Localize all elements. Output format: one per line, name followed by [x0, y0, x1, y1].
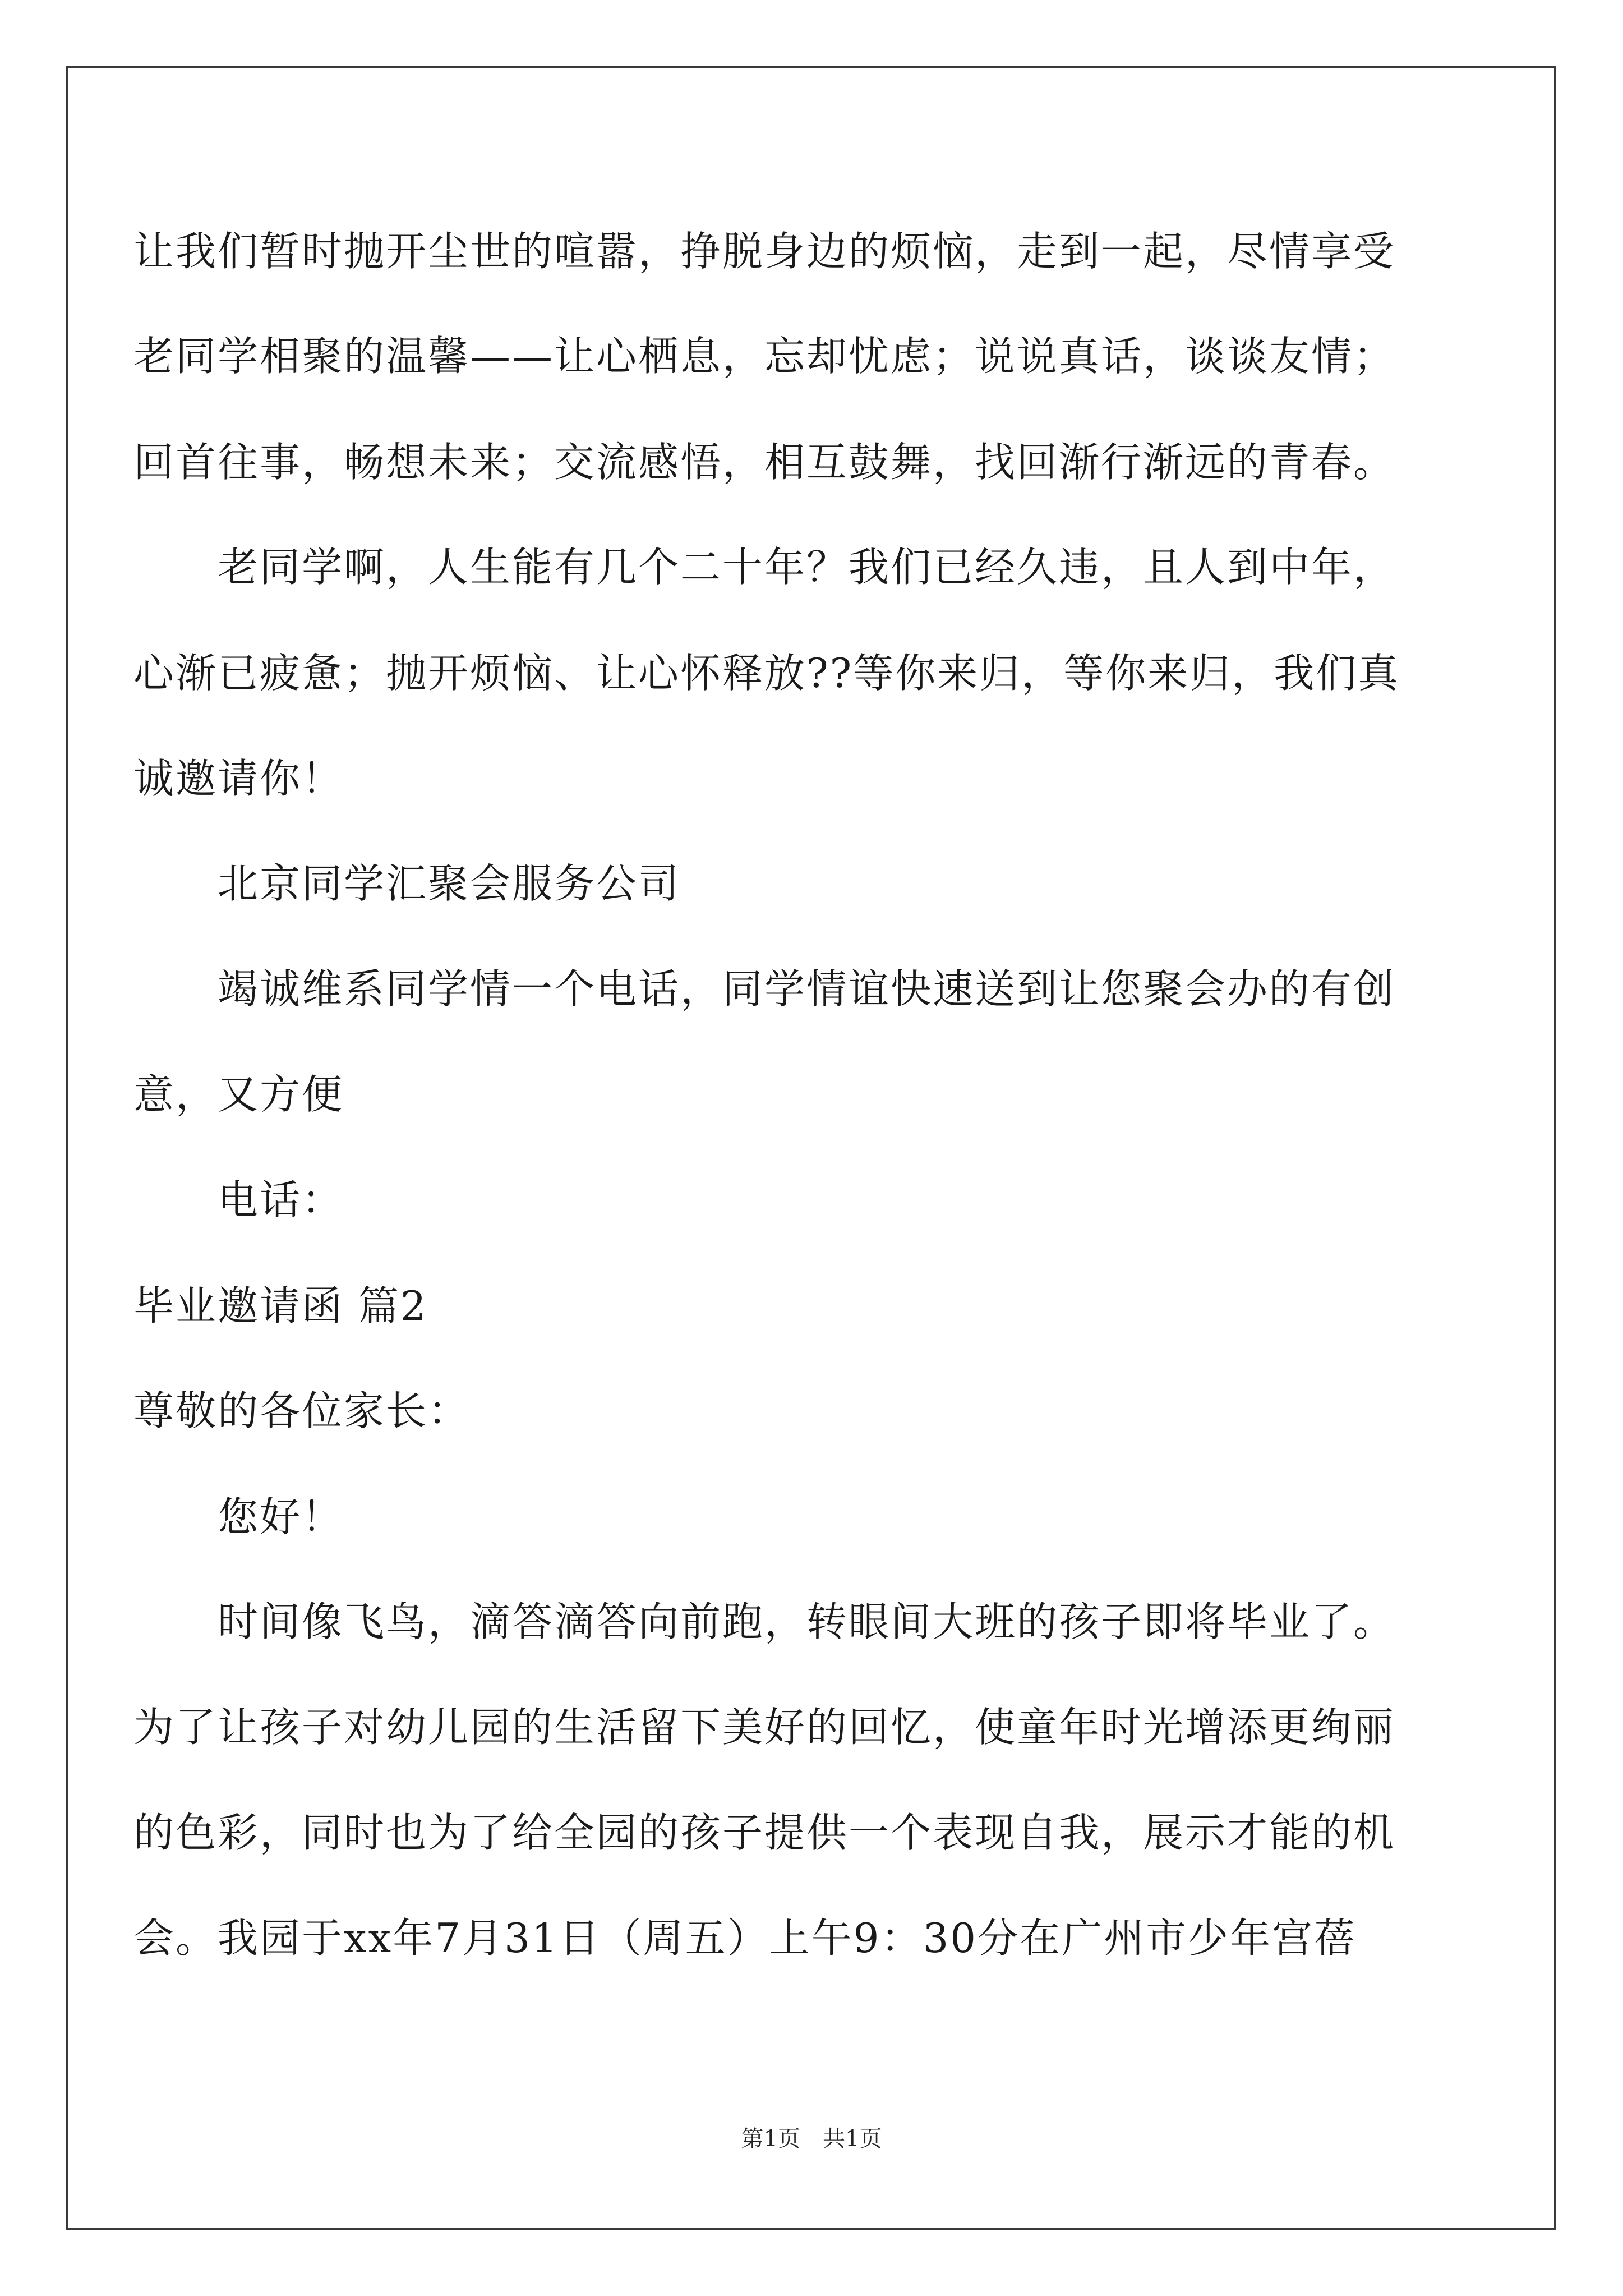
paragraph-line: 会。我园于xx年7月31日（周五）上午9：30分在广州市少年宫蓓 [133, 1915, 1357, 1962]
greeting: 您好！ [218, 1493, 344, 1540]
paragraph-line: 竭诚维系同学情一个电话，同学情谊快速送到让您聚会办的有创 [218, 965, 1396, 1013]
paragraph-line: 的色彩，同时也为了给全园的孩子提供一个表现自我，展示才能的机 [133, 1809, 1396, 1856]
paragraph-line: 为了让孩子对幼儿园的生活留下美好的回忆，使童年时光增添更绚丽 [133, 1704, 1396, 1751]
paragraph-line: 心渐已疲惫；抛开烦恼、让心怀释放??等你来归，等你来归，我们真 [133, 650, 1400, 697]
paragraph-line: 时间像飞鸟，滴答滴答向前跑，转眼间大班的孩子即将毕业了。 [218, 1598, 1396, 1645]
paragraph-line: 回首往事，畅想未来；交流感悟，相互鼓舞，找回渐行渐远的青春。 [133, 439, 1396, 486]
paragraph-line: 意，又方便 [133, 1071, 344, 1118]
paragraph-line: 老同学相聚的温馨——让心栖息，忘却忧虑；说说真话，谈谈友情； [133, 333, 1396, 380]
paragraph-line: 老同学啊，人生能有几个二十年？我们已经久违，且人到中年， [218, 544, 1396, 591]
company-name: 北京同学汇聚会服务公司 [218, 860, 681, 907]
page-footer [0, 2123, 1623, 2155]
phone-label: 电话： [218, 1176, 344, 1223]
page-total: 共1页 [823, 2126, 882, 2152]
page-border [66, 66, 1556, 2230]
section-heading: 毕业邀请函 篇2 [133, 1282, 428, 1329]
salutation: 尊敬的各位家长： [133, 1387, 471, 1434]
page-number: 第1页 [741, 2126, 800, 2152]
paragraph-line: 让我们暂时抛开尘世的喧嚣，挣脱身边的烦恼，走到一起，尽情享受 [133, 228, 1396, 275]
paragraph-line: 诚邀请你！ [133, 755, 344, 802]
